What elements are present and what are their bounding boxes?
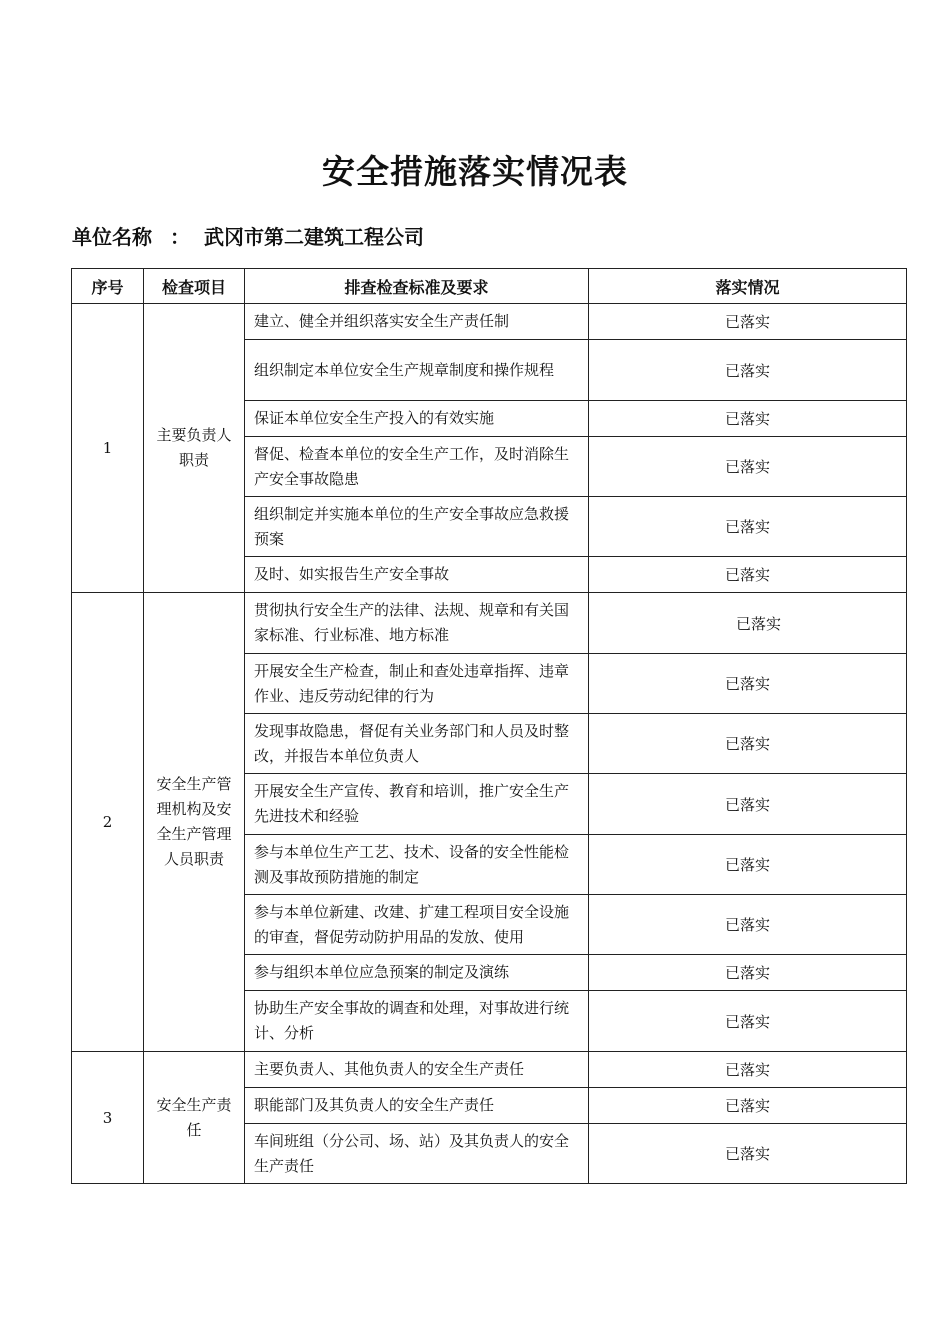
standard-cell: 职能部门及其负责人的安全生产责任	[245, 1088, 589, 1124]
header-item: 检查项目	[144, 269, 245, 304]
standard-cell: 参与本单位新建、改建、扩建工程项目安全设施的审查，督促劳动防护用品的发放、使用	[245, 895, 589, 955]
status-cell: 已落实	[589, 340, 907, 401]
standard-cell: 组织制定并实施本单位的生产安全事故应急救援预案	[245, 497, 589, 557]
status-cell: 已落实	[589, 593, 907, 654]
standard-cell: 参与本单位生产工艺、技术、设备的安全性能检测及事故预防措施的制定	[245, 835, 589, 895]
standard-cell: 协助生产安全事故的调查和处理，对事故进行统计、分析	[245, 991, 589, 1052]
status-cell: 已落实	[589, 1052, 907, 1088]
unit-name-colon: ：	[170, 225, 190, 249]
status-cell: 已落实	[589, 557, 907, 593]
unit-name-value: 武冈市第二建筑工程公司	[204, 225, 424, 249]
status-cell: 已落实	[589, 497, 907, 557]
unit-name-label: 单位名称	[72, 225, 152, 249]
group-check-item: 安全生产责任	[144, 1052, 245, 1184]
status-cell: 已落实	[589, 1088, 907, 1124]
standard-cell: 建立、健全并组织落实安全生产责任制	[245, 304, 589, 340]
standard-cell: 开展安全生产检查，制止和查处违章指挥、违章作业、违反劳动纪律的行为	[245, 654, 589, 714]
standard-cell: 主要负责人、其他负责人的安全生产责任	[245, 1052, 589, 1088]
status-cell: 已落实	[589, 895, 907, 955]
status-cell: 已落实	[589, 437, 907, 497]
status-cell: 已落实	[589, 1124, 907, 1184]
standard-cell: 参与组织本单位应急预案的制定及演练	[245, 955, 589, 991]
status-cell: 已落实	[589, 714, 907, 774]
standard-cell: 贯彻执行安全生产的法律、法规、规章和有关国家标准、行业标准、地方标准	[245, 593, 589, 654]
header-standard: 排查检查标准及要求	[245, 269, 589, 304]
table-row	[72, 1052, 907, 1088]
standard-cell: 发现事故隐患，督促有关业务部门和人员及时整改，并报告本单位负责人	[245, 714, 589, 774]
table-row	[72, 304, 907, 340]
status-cell: 已落实	[589, 304, 907, 340]
status-cell: 已落实	[589, 955, 907, 991]
standard-cell: 开展安全生产宣传、教育和培训，推广安全生产先进技术和经验	[245, 774, 589, 835]
status-cell: 已落实	[589, 991, 907, 1052]
standard-cell: 保证本单位安全生产投入的有效实施	[245, 401, 589, 437]
standard-cell: 及时、如实报告生产安全事故	[245, 557, 589, 593]
group-number: 3	[72, 1052, 144, 1184]
group-check-item: 主要负责人职责	[144, 304, 245, 593]
table-row	[72, 593, 907, 654]
standard-cell: 车间班组（分公司、场、站）及其负责人的安全生产责任	[245, 1124, 589, 1184]
status-cell: 已落实	[589, 401, 907, 437]
unit-name-line	[72, 221, 424, 250]
status-cell: 已落实	[589, 654, 907, 714]
standard-cell: 督促、检查本单位的安全生产工作，及时消除生产安全事故隐患	[245, 437, 589, 497]
table-header-row	[72, 269, 907, 304]
status-cell: 已落实	[589, 835, 907, 895]
status-cell: 已落实	[589, 774, 907, 835]
header-no: 序号	[72, 269, 144, 304]
group-check-item: 安全生产管理机构及安全生产管理人员职责	[144, 593, 245, 1052]
header-status: 落实情况	[589, 269, 907, 304]
document-title: 安全措施落实情况表	[322, 152, 628, 191]
safety-measures-table	[71, 268, 907, 1184]
standard-cell: 组织制定本单位安全生产规章制度和操作规程	[245, 340, 589, 401]
group-number: 1	[72, 304, 144, 593]
group-number: 2	[72, 593, 144, 1052]
